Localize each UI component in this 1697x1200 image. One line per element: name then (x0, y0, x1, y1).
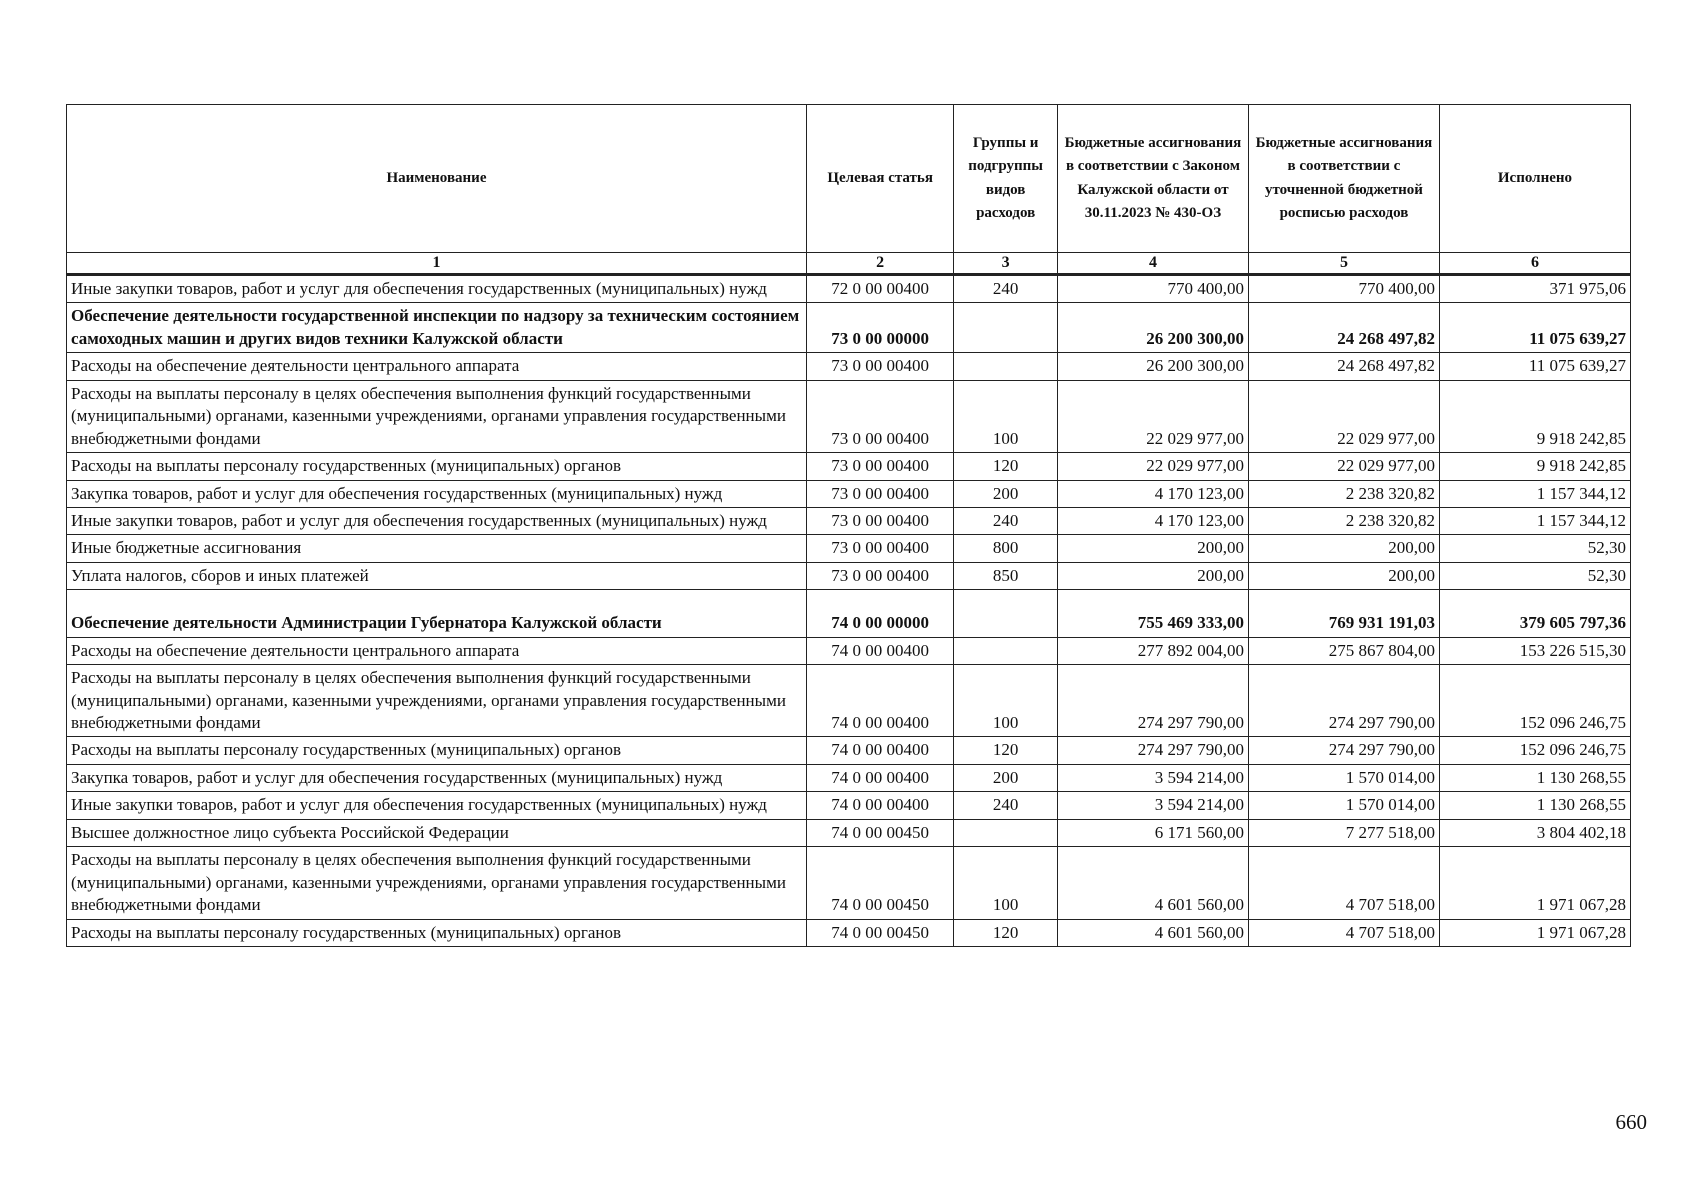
row-refined-amount: 769 931 191,03 (1248, 590, 1439, 637)
row-refined-amount: 24 268 497,82 (1248, 353, 1439, 380)
column-number-row (67, 253, 1631, 275)
row-target-article: 74 0 00 00450 (806, 919, 953, 946)
row-refined-amount: 200,00 (1248, 535, 1439, 562)
row-name: Иные закупки товаров, работ и услуг для обеспечения государственных (муниципальных) нужд (67, 792, 807, 819)
row-law-amount: 274 297 790,00 (1057, 737, 1248, 764)
row-executed-amount: 1 971 067,28 (1439, 847, 1630, 919)
row-target-article: 72 0 00 00400 (806, 275, 953, 303)
row-law-amount: 200,00 (1057, 562, 1248, 589)
row-target-article: 74 0 00 00450 (806, 819, 953, 846)
table-row (67, 919, 1631, 946)
row-expense-group: 800 (954, 535, 1058, 562)
row-law-amount: 4 601 560,00 (1057, 919, 1248, 946)
row-law-amount: 4 601 560,00 (1057, 847, 1248, 919)
row-executed-amount: 9 918 242,85 (1439, 380, 1630, 452)
row-expense-group: 240 (954, 507, 1058, 534)
table-row (67, 637, 1631, 664)
row-refined-amount: 274 297 790,00 (1248, 665, 1439, 737)
table-row (67, 792, 1631, 819)
row-name: Расходы на выплаты персоналу государственных (муниципальных) органов (67, 919, 807, 946)
row-law-amount: 3 594 214,00 (1057, 792, 1248, 819)
row-executed-amount: 1 130 268,55 (1439, 764, 1630, 791)
row-expense-group: 100 (954, 380, 1058, 452)
row-law-amount: 22 029 977,00 (1057, 380, 1248, 452)
row-target-article: 74 0 00 00450 (806, 847, 953, 919)
row-law-amount: 770 400,00 (1057, 275, 1248, 303)
row-refined-amount: 1 570 014,00 (1248, 792, 1439, 819)
row-name: Обеспечение деятельности Администрации Губернатора Калужской области (67, 590, 807, 637)
row-executed-amount: 152 096 246,75 (1439, 737, 1630, 764)
row-expense-group: 100 (954, 665, 1058, 737)
row-executed-amount: 11 075 639,27 (1439, 353, 1630, 380)
row-target-article: 73 0 00 00400 (806, 507, 953, 534)
column-header-name: Наименование (67, 105, 807, 253)
column-number: 1 (67, 253, 807, 275)
row-law-amount: 4 170 123,00 (1057, 480, 1248, 507)
row-executed-amount: 1 130 268,55 (1439, 792, 1630, 819)
row-refined-amount: 770 400,00 (1248, 275, 1439, 303)
table-row (67, 819, 1631, 846)
row-executed-amount: 371 975,06 (1439, 275, 1630, 303)
row-name: Закупка товаров, работ и услуг для обеспечения государственных (муниципальных) нужд (67, 480, 807, 507)
row-target-article: 73 0 00 00400 (806, 480, 953, 507)
row-target-article: 73 0 00 00400 (806, 535, 953, 562)
column-header-law-allocations: Бюджетные ассигнования в соответствии с Законом Калужской области от 30.11.2023 № 430-ОЗ (1057, 105, 1248, 253)
row-executed-amount: 3 804 402,18 (1439, 819, 1630, 846)
table-row (67, 353, 1631, 380)
row-executed-amount: 1 157 344,12 (1439, 507, 1630, 534)
row-target-article: 74 0 00 00400 (806, 737, 953, 764)
row-law-amount: 200,00 (1057, 535, 1248, 562)
column-header-target-article: Целевая статья (806, 105, 953, 253)
column-number: 2 (806, 253, 953, 275)
row-name: Расходы на выплаты персоналу в целях обеспечения выполнения функций государственными (муниципальными) органами, казенными учреждениями, органами управления государственными внебюджетными фондами (67, 847, 807, 919)
row-name: Обеспечение деятельности государственной инспекции по надзору за техническим состоянием самоходных машин и других видов техники Калужской области (67, 303, 807, 353)
row-expense-group: 850 (954, 562, 1058, 589)
table-row (67, 480, 1631, 507)
row-executed-amount: 152 096 246,75 (1439, 665, 1630, 737)
table-row (67, 737, 1631, 764)
row-executed-amount: 9 918 242,85 (1439, 453, 1630, 480)
row-executed-amount: 153 226 515,30 (1439, 637, 1630, 664)
row-expense-group (954, 637, 1058, 664)
row-target-article: 73 0 00 00000 (806, 303, 953, 353)
row-refined-amount: 4 707 518,00 (1248, 919, 1439, 946)
row-law-amount: 3 594 214,00 (1057, 764, 1248, 791)
row-law-amount: 6 171 560,00 (1057, 819, 1248, 846)
row-name: Иные закупки товаров, работ и услуг для обеспечения государственных (муниципальных) нужд (67, 507, 807, 534)
row-expense-group: 240 (954, 792, 1058, 819)
row-refined-amount: 2 238 320,82 (1248, 480, 1439, 507)
row-name: Расходы на выплаты персоналу государственных (муниципальных) органов (67, 737, 807, 764)
column-header-expense-groups: Группы и подгруппы видов расходов (954, 105, 1058, 253)
row-target-article: 74 0 00 00400 (806, 792, 953, 819)
row-name: Расходы на выплаты персоналу в целях обеспечения выполнения функций государственными (муниципальными) органами, казенными учреждениями, органами управления государственными внебюджетными фондами (67, 380, 807, 452)
row-law-amount: 22 029 977,00 (1057, 453, 1248, 480)
row-executed-amount: 11 075 639,27 (1439, 303, 1630, 353)
table-row (67, 847, 1631, 919)
row-law-amount: 277 892 004,00 (1057, 637, 1248, 664)
table-row-section-total (67, 590, 1631, 637)
row-refined-amount: 22 029 977,00 (1248, 453, 1439, 480)
row-expense-group: 200 (954, 764, 1058, 791)
row-target-article: 74 0 00 00400 (806, 764, 953, 791)
table-row (67, 380, 1631, 452)
row-name: Расходы на выплаты персоналу государственных (муниципальных) органов (67, 453, 807, 480)
row-name: Иные бюджетные ассигнования (67, 535, 807, 562)
page-number: 660 (1615, 1110, 1647, 1134)
row-refined-amount: 7 277 518,00 (1248, 819, 1439, 846)
table-row (67, 535, 1631, 562)
row-target-article: 73 0 00 00400 (806, 380, 953, 452)
row-expense-group: 120 (954, 737, 1058, 764)
row-law-amount: 26 200 300,00 (1057, 303, 1248, 353)
row-law-amount: 26 200 300,00 (1057, 353, 1248, 380)
row-law-amount: 755 469 333,00 (1057, 590, 1248, 637)
row-law-amount: 4 170 123,00 (1057, 507, 1248, 534)
row-name: Уплата налогов, сборов и иных платежей (67, 562, 807, 589)
row-executed-amount: 52,30 (1439, 562, 1630, 589)
budget-table (66, 104, 1631, 947)
row-expense-group: 240 (954, 275, 1058, 303)
row-target-article: 73 0 00 00400 (806, 353, 953, 380)
table-row (67, 665, 1631, 737)
row-refined-amount: 275 867 804,00 (1248, 637, 1439, 664)
row-refined-amount: 200,00 (1248, 562, 1439, 589)
row-name: Расходы на обеспечение деятельности центрального аппарата (67, 353, 807, 380)
table-row (67, 764, 1631, 791)
row-refined-amount: 2 238 320,82 (1248, 507, 1439, 534)
row-refined-amount: 274 297 790,00 (1248, 737, 1439, 764)
row-name: Иные закупки товаров, работ и услуг для обеспечения государственных (муниципальных) нужд (67, 275, 807, 303)
column-header-executed: Исполнено (1439, 105, 1630, 253)
row-executed-amount: 1 157 344,12 (1439, 480, 1630, 507)
column-number: 3 (954, 253, 1058, 275)
row-name: Расходы на обеспечение деятельности центрального аппарата (67, 637, 807, 664)
row-executed-amount: 1 971 067,28 (1439, 919, 1630, 946)
row-refined-amount: 1 570 014,00 (1248, 764, 1439, 791)
table-row (67, 562, 1631, 589)
row-refined-amount: 4 707 518,00 (1248, 847, 1439, 919)
row-expense-group (954, 303, 1058, 353)
row-law-amount: 274 297 790,00 (1057, 665, 1248, 737)
column-number: 6 (1439, 253, 1630, 275)
row-expense-group: 200 (954, 480, 1058, 507)
header-row (67, 105, 1631, 253)
column-number: 4 (1057, 253, 1248, 275)
row-executed-amount: 379 605 797,36 (1439, 590, 1630, 637)
row-expense-group: 120 (954, 919, 1058, 946)
row-target-article: 74 0 00 00400 (806, 637, 953, 664)
row-target-article: 73 0 00 00400 (806, 453, 953, 480)
row-name: Расходы на выплаты персоналу в целях обеспечения выполнения функций государственными (муниципальными) органами, казенными учреждениями, органами управления государственными внебюджетными фондами (67, 665, 807, 737)
row-refined-amount: 22 029 977,00 (1248, 380, 1439, 452)
row-expense-group (954, 590, 1058, 637)
row-executed-amount: 52,30 (1439, 535, 1630, 562)
table-row (67, 275, 1631, 303)
row-expense-group: 100 (954, 847, 1058, 919)
table-row (67, 507, 1631, 534)
row-expense-group (954, 353, 1058, 380)
row-refined-amount: 24 268 497,82 (1248, 303, 1439, 353)
row-expense-group (954, 819, 1058, 846)
row-target-article: 73 0 00 00400 (806, 562, 953, 589)
row-name: Закупка товаров, работ и услуг для обеспечения государственных (муниципальных) нужд (67, 764, 807, 791)
row-target-article: 74 0 00 00000 (806, 590, 953, 637)
row-target-article: 74 0 00 00400 (806, 665, 953, 737)
table-row-section-total (67, 303, 1631, 353)
column-header-refined-allocations: Бюджетные ассигнования в соответствии с уточненной бюджетной росписью расходов (1248, 105, 1439, 253)
table-row (67, 453, 1631, 480)
column-number: 5 (1248, 253, 1439, 275)
row-expense-group: 120 (954, 453, 1058, 480)
row-name: Высшее должностное лицо субъекта Российской Федерации (67, 819, 807, 846)
